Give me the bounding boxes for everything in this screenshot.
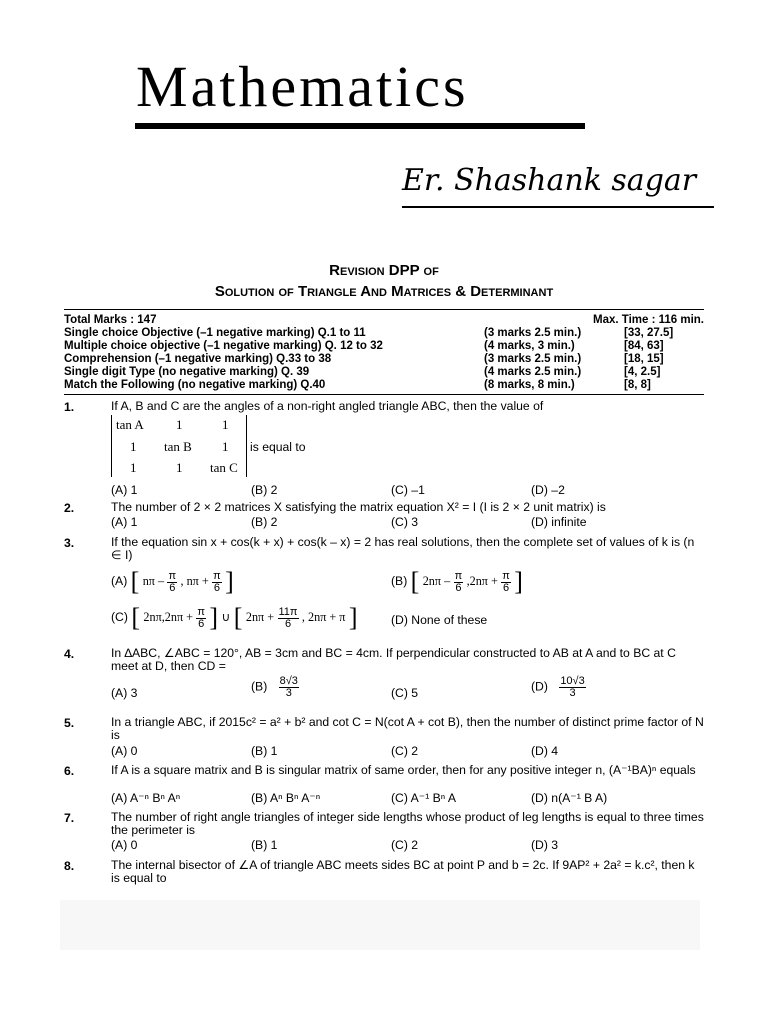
total-marks: Total Marks : 147: [64, 314, 157, 326]
q3-option-b[interactable]: (B) [ 2nπ – $\frac{\pi}{6}$ ,2nπ + $\frac{\pi}{6}$ ]: [391, 567, 523, 596]
q4-option-b[interactable]: (B) $\frac{8√3}{3}$: [251, 675, 298, 699]
q5-option-c[interactable]: (C) 2: [391, 744, 419, 758]
info-row: Match the Following (no negative marking) Q.40 (8 marks, 8 min.) [8, 8]: [64, 379, 651, 391]
page-title: Mathematics: [136, 54, 469, 119]
info-header: [64, 314, 704, 327]
q7-option-b[interactable]: (B) 1: [251, 838, 278, 852]
info-row: Single choice Objective (–1 negative marking) Q.1 to 11 (3 marks 2.5 min.) [33, 27.5]: [64, 327, 674, 339]
info-row: Comprehension (–1 negative marking) Q.33 to 38 (3 marks 2.5 min.) [18, 15]: [64, 353, 664, 365]
info-row: Single digit Type (no negative marking) Q. 39 (4 marks 2.5 min.) [4, 2.5]: [64, 366, 661, 378]
info-row: Multiple choice objective (–1 negative marking) Q. 12 to 32 (4 marks, 3 min.) [84, 63]: [64, 340, 664, 352]
title-underline: [135, 123, 585, 129]
max-time: Max. Time : 116 min.: [592, 314, 704, 326]
footer-watermark: [60, 900, 700, 950]
author-name: Er. Shashank sagar: [402, 163, 697, 198]
q1-option-a[interactable]: (A) 1: [111, 483, 138, 497]
q5-option-d[interactable]: (D) 4: [531, 744, 559, 758]
q7-option-a[interactable]: (A) 0: [111, 838, 138, 852]
author-underline: [402, 206, 714, 208]
q6-option-a[interactable]: (A) A⁻ⁿ Bⁿ Aⁿ: [111, 791, 181, 805]
q6-option-d[interactable]: (D) n(A⁻¹ B A): [531, 791, 608, 805]
doc-title-line2: Solution of Triangle And Matrices & Determinant: [214, 283, 554, 300]
q4-option-d[interactable]: (D) $\frac{10√3}{3}$: [531, 675, 585, 699]
q5-option-b[interactable]: (B) 1: [251, 744, 278, 758]
q3-option-d[interactable]: (D) None of these: [391, 613, 488, 627]
q6-option-b[interactable]: (B) Aⁿ Bⁿ A⁻ⁿ: [251, 791, 321, 805]
q1-option-d[interactable]: (D) –2: [531, 483, 565, 497]
q4-option-c[interactable]: (C) 5: [391, 686, 419, 700]
q7-option-d[interactable]: (D) 3: [531, 838, 559, 852]
q3-option-a[interactable]: (A) [ nπ – $\frac{\pi}{6}$ , nπ + $\frac{\pi}{6}$ ]: [111, 567, 234, 596]
q4-option-a[interactable]: (A) 3: [111, 686, 138, 700]
q1-option-c[interactable]: (C) –1: [391, 483, 425, 497]
q1-tail-text: is equal to: [250, 440, 306, 454]
q2-option-b[interactable]: (B) 2: [251, 515, 278, 529]
q6-option-c[interactable]: (C) A⁻¹ Bⁿ A: [391, 791, 457, 805]
q2-option-a[interactable]: (A) 1: [111, 515, 138, 529]
q2-option-d[interactable]: (D) infinite: [531, 515, 587, 529]
q3-option-c[interactable]: (C) [ 2nπ,2nπ + $\frac{\pi}{6}$ ] ∪ [ 2nπ + $\frac{11\pi}{6}$ , 2nπ + π ]: [111, 603, 358, 632]
determinant: tan A 1 1 1 tan B 1 1 1 tan C: [111, 415, 247, 477]
divider: [64, 309, 704, 310]
doc-title-line1: Revision DPP of: [329, 262, 439, 279]
divider: [64, 394, 704, 395]
q7-option-c[interactable]: (C) 2: [391, 838, 419, 852]
q5-option-a[interactable]: (A) 0: [111, 744, 138, 758]
q2-option-c[interactable]: (C) 3: [391, 515, 419, 529]
q1-option-b[interactable]: (B) 2: [251, 483, 278, 497]
